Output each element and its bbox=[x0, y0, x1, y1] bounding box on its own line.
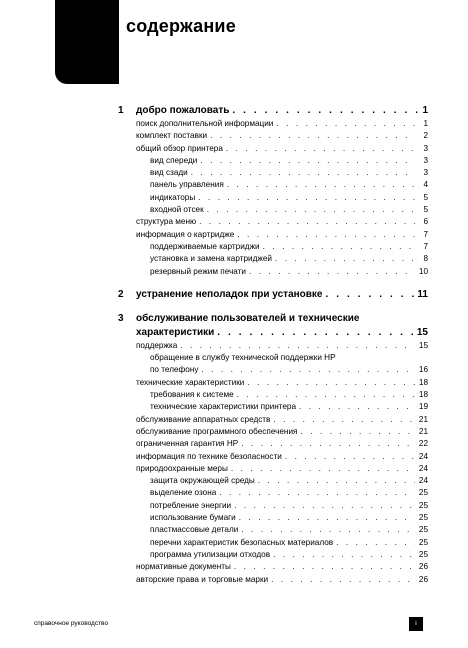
chapter-number: 2 bbox=[118, 288, 124, 300]
toc-entry-title: природоохранные меры bbox=[136, 463, 228, 473]
chapter-page: 11 bbox=[417, 288, 428, 300]
toc-entry-page: 7 bbox=[423, 241, 428, 251]
toc-entry[interactable] bbox=[118, 389, 428, 401]
toc-entry-page: 25 bbox=[418, 525, 428, 535]
dot-leader bbox=[247, 377, 415, 389]
toc-entry[interactable] bbox=[118, 229, 428, 241]
toc-entry-page: 18 bbox=[418, 390, 428, 400]
dot-leader bbox=[210, 130, 415, 142]
chapter-number: 1 bbox=[118, 105, 124, 116]
dot-leader bbox=[326, 288, 415, 302]
toc-entry-title: ограниченная гарантия HP bbox=[136, 439, 239, 449]
dot-leader bbox=[273, 549, 415, 561]
chapter-heading[interactable] bbox=[118, 104, 428, 118]
toc-entry[interactable] bbox=[118, 155, 428, 167]
dot-leader bbox=[201, 364, 415, 376]
toc-entry-title: установка и замена картриджей bbox=[150, 254, 272, 264]
toc-entry[interactable] bbox=[118, 241, 428, 253]
toc-entry-title: поиск дополнительной информации bbox=[136, 119, 274, 128]
dot-leader bbox=[207, 204, 415, 216]
dot-leader bbox=[239, 512, 415, 524]
toc-entry[interactable] bbox=[118, 192, 428, 204]
dot-leader bbox=[231, 463, 415, 475]
toc-entry-page: 25 bbox=[418, 549, 428, 559]
chapter-title-line1: обслуживание пользователей и технические bbox=[136, 312, 360, 324]
toc-entry-title: обслуживание аппаратных средств bbox=[136, 414, 271, 424]
toc-entry[interactable] bbox=[118, 179, 428, 191]
toc-entry-page: 2 bbox=[423, 131, 428, 141]
toc-entry-page: 26 bbox=[418, 562, 428, 572]
toc-entry-title: требования к системе bbox=[150, 390, 234, 400]
toc-entry-page: 5 bbox=[423, 192, 428, 202]
dot-leader bbox=[285, 451, 415, 463]
toc-entry-title: панель управления bbox=[150, 180, 224, 190]
toc-entry[interactable] bbox=[118, 143, 428, 155]
toc-entry-page: 15 bbox=[418, 340, 428, 350]
toc-entry-page: 22 bbox=[418, 439, 428, 449]
chapter-number: 3 bbox=[118, 312, 124, 324]
page-title: содержание bbox=[126, 16, 236, 36]
dot-leader bbox=[191, 167, 415, 179]
toc-entry[interactable] bbox=[118, 377, 428, 389]
chapter-page: 1 bbox=[422, 105, 428, 116]
toc-entry[interactable] bbox=[118, 463, 428, 475]
chapter-heading[interactable] bbox=[118, 288, 428, 302]
toc-entry-page: 5 bbox=[423, 205, 428, 215]
chapter-title: добро пожаловать bbox=[136, 105, 230, 116]
toc-entry[interactable] bbox=[118, 524, 428, 536]
toc-entry-title: пластмассовые детали bbox=[150, 525, 239, 535]
toc-entry-title: информация по технике безопасности bbox=[136, 451, 282, 461]
toc-entry-title: по телефону bbox=[150, 365, 199, 375]
dot-leader bbox=[234, 561, 415, 573]
dot-leader bbox=[237, 389, 415, 401]
dot-leader bbox=[258, 475, 415, 487]
toc-entry[interactable] bbox=[118, 414, 428, 426]
toc-entry-page: 4 bbox=[423, 180, 428, 190]
dot-leader bbox=[336, 537, 415, 549]
dot-leader bbox=[226, 143, 415, 155]
dot-leader bbox=[241, 438, 415, 450]
dot-leader bbox=[299, 401, 415, 413]
toc-entry[interactable] bbox=[118, 216, 428, 228]
toc-entry-title: потребление энергии bbox=[150, 500, 232, 510]
dot-leader bbox=[237, 229, 415, 241]
toc-entry[interactable] bbox=[118, 340, 428, 352]
toc-entry[interactable] bbox=[118, 438, 428, 450]
dot-leader bbox=[227, 179, 415, 191]
toc-entry[interactable] bbox=[118, 537, 428, 549]
dot-leader bbox=[300, 426, 415, 438]
toc-entry-page: 3 bbox=[423, 168, 428, 178]
toc-entry-page: 25 bbox=[418, 500, 428, 510]
chapter-title: характеристики bbox=[136, 326, 215, 338]
toc-entry[interactable] bbox=[118, 130, 428, 142]
toc-entry[interactable] bbox=[118, 204, 428, 216]
toc-entry-page: 24 bbox=[418, 451, 428, 461]
toc-entry-page: 25 bbox=[418, 488, 428, 498]
page-number: i bbox=[409, 617, 423, 631]
toc-entry-page: 8 bbox=[423, 254, 428, 264]
toc-entry-title: общий обзор принтера bbox=[136, 143, 223, 153]
toc-entry[interactable] bbox=[118, 364, 428, 376]
toc-entry[interactable] bbox=[118, 426, 428, 438]
toc-entry-page: 7 bbox=[423, 229, 428, 239]
toc-entry[interactable] bbox=[118, 574, 428, 586]
chapter-heading-line[interactable] bbox=[118, 312, 428, 326]
toc-entry-title: технические характеристики принтера bbox=[150, 402, 297, 412]
toc-entry[interactable] bbox=[118, 487, 428, 499]
toc-entry-title: вид сзади bbox=[150, 168, 188, 178]
toc-entry-page: 3 bbox=[423, 143, 428, 153]
toc-entry-page: 21 bbox=[418, 426, 428, 436]
footer-text: справочное руководство bbox=[34, 620, 109, 627]
chapter-page: 15 bbox=[416, 326, 428, 338]
toc-entry-title: использование бумаги bbox=[150, 513, 236, 523]
chapter-heading[interactable] bbox=[118, 326, 428, 340]
toc-entry-page: 24 bbox=[418, 476, 428, 486]
toc-entry-page: 19 bbox=[418, 402, 428, 412]
dot-leader bbox=[275, 253, 415, 265]
toc-entry[interactable] bbox=[118, 500, 428, 512]
dot-leader bbox=[271, 574, 415, 586]
chapter-title: устранение неполадок при установке bbox=[136, 288, 323, 300]
toc-entry-title: поддерживаемые картриджи bbox=[150, 241, 260, 251]
toc-entry[interactable] bbox=[118, 352, 428, 364]
toc-entry-title: входной отсек bbox=[150, 205, 204, 215]
chapter-spacer bbox=[118, 278, 428, 288]
dot-leader bbox=[249, 266, 415, 278]
toc-entry-page: 21 bbox=[418, 414, 428, 424]
toc-entry-title: программа утилизации отходов bbox=[150, 549, 271, 559]
toc-entry-title: обращение в службу технической поддержки HP bbox=[150, 353, 336, 363]
toc-entry-page: 6 bbox=[423, 217, 428, 227]
dot-leader bbox=[276, 118, 415, 130]
toc-entry-title: вид спереди bbox=[150, 155, 198, 165]
toc-entry-page: 10 bbox=[418, 266, 428, 276]
toc-entry[interactable] bbox=[118, 475, 428, 487]
chapter-spacer bbox=[118, 302, 428, 312]
dot-leader bbox=[273, 414, 415, 426]
dot-leader bbox=[234, 500, 415, 512]
toc-entry-page: 25 bbox=[418, 537, 428, 547]
toc-entry-title: выделение озона bbox=[150, 488, 217, 498]
toc-entry-title: технические характеристики bbox=[136, 377, 245, 387]
dot-leader bbox=[200, 155, 415, 167]
dot-leader bbox=[241, 524, 415, 536]
toc-entry-page: 25 bbox=[418, 513, 428, 523]
toc-entry-page: 3 bbox=[423, 155, 428, 165]
toc-entry-page: 26 bbox=[418, 574, 428, 584]
toc-entry[interactable] bbox=[118, 167, 428, 179]
toc-entry-title: авторские права и торговые марки bbox=[136, 574, 269, 584]
toc-entry-title: поддержка bbox=[136, 340, 178, 350]
toc-entry[interactable] bbox=[118, 266, 428, 278]
toc-entry-title: структура меню bbox=[136, 217, 197, 227]
toc-entry[interactable] bbox=[118, 451, 428, 463]
dot-leader bbox=[180, 340, 415, 352]
toc-entry-title: индикаторы bbox=[150, 192, 196, 202]
toc-entry-title: нормативные документы bbox=[136, 562, 231, 572]
toc-entry-title: комплект поставки bbox=[136, 131, 208, 141]
dot-leader bbox=[219, 487, 415, 499]
table-of-contents bbox=[118, 104, 428, 586]
toc-entry[interactable] bbox=[118, 512, 428, 524]
dot-leader bbox=[232, 104, 419, 118]
toc-entry-page: 1 bbox=[423, 119, 428, 128]
toc-entry[interactable] bbox=[118, 253, 428, 265]
toc-entry-title: перечни характеристик безопасных материалов bbox=[150, 537, 334, 547]
toc-entry[interactable] bbox=[118, 401, 428, 413]
toc-entry-title: информация о картридже bbox=[136, 229, 235, 239]
toc-entry-page: 18 bbox=[418, 377, 428, 387]
toc-entry-page: 16 bbox=[418, 365, 428, 375]
toc-entry-title: обслуживание программного обеспечения bbox=[136, 426, 298, 436]
toc-entry-title: защита окружающей среды bbox=[150, 476, 255, 486]
chapter-tab-block bbox=[55, 0, 119, 84]
dot-leader bbox=[217, 326, 414, 340]
toc-entry-title: резервный режим печати bbox=[150, 266, 246, 276]
dot-leader bbox=[263, 241, 415, 253]
toc-entry[interactable] bbox=[118, 118, 428, 130]
dot-leader bbox=[198, 192, 415, 204]
toc-entry[interactable] bbox=[118, 549, 428, 561]
toc-entry[interactable] bbox=[118, 561, 428, 573]
dot-leader bbox=[199, 216, 415, 228]
toc-entry-page: 24 bbox=[418, 463, 428, 473]
